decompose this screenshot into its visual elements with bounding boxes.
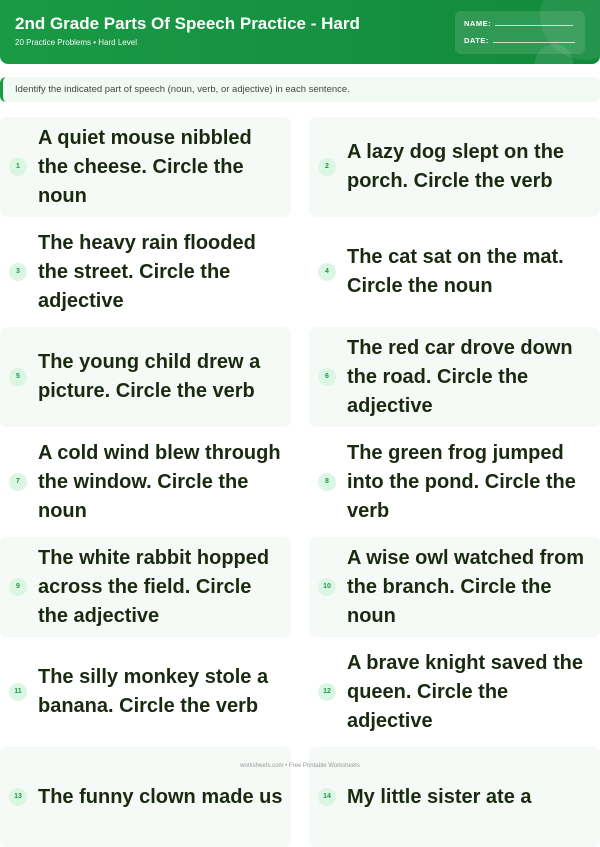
problem-sentence: The young child drew a picture. Circle the verb — [38, 351, 261, 402]
problem-number: 3 — [9, 263, 27, 281]
problem-sentence: A wise owl watched from the branch. Circle the noun — [347, 546, 585, 627]
problem-sentence: The heavy rain flooded the street. Circle the adjective — [38, 231, 256, 312]
problem-number: 5 — [9, 368, 27, 386]
page-subtitle: 20 Practice Problems • Hard Level — [15, 38, 137, 47]
problem-number: 2 — [318, 158, 336, 176]
problem-card — [0, 432, 291, 532]
problem-text — [347, 537, 592, 637]
problem-text — [347, 432, 592, 532]
problem-sentence: The white rabbit hopped across the field. Circle the adjective — [38, 546, 270, 627]
problem-text — [347, 642, 592, 742]
problem-number: 8 — [318, 473, 336, 491]
worksheet-header — [0, 0, 600, 64]
name-label: NAME: — [464, 19, 492, 28]
problem-number: 14 — [318, 788, 336, 806]
date-field[interactable] — [493, 42, 575, 43]
problem-card — [309, 432, 600, 532]
page-title: 2nd Grade Parts Of Speech Practice - Hard — [15, 14, 360, 33]
name-date-box — [455, 11, 585, 54]
problem-sentence: A cold wind blew through the window. Circle the noun — [38, 441, 281, 522]
problem-text — [38, 747, 283, 847]
footer: worksheets.com • Free Printable Worksheets — [240, 763, 360, 769]
problem-card — [0, 117, 291, 217]
problem-sentence: The silly monkey stole a banana. Circle the verb — [38, 666, 269, 717]
problem-text — [38, 222, 283, 322]
problem-number: 10 — [318, 578, 336, 596]
problem-card — [309, 117, 600, 217]
problem-text — [347, 222, 592, 322]
problem-number: 12 — [318, 683, 336, 701]
problem-card — [309, 747, 600, 847]
problem-card — [0, 642, 291, 742]
problem-card — [309, 537, 600, 637]
problem-sentence: The funny clown made us — [38, 785, 283, 808]
problem-sentence: The red car drove down the road. Circle the adjective — [347, 336, 573, 417]
problem-text — [38, 117, 283, 217]
problem-number: 13 — [9, 788, 27, 806]
instructions: Identify the indicated part of speech (noun, verb, or adjective) in each sentence. — [0, 77, 600, 102]
problem-text — [38, 327, 283, 427]
problem-sentence: A quiet mouse nibbled the cheese. Circle the noun — [38, 126, 252, 207]
problem-sentence: The cat sat on the mat. Circle the noun — [347, 246, 564, 297]
problem-card — [309, 327, 600, 427]
problem-card — [0, 537, 291, 637]
problem-text — [347, 327, 592, 427]
problem-number: 1 — [9, 158, 27, 176]
problem-number: 7 — [9, 473, 27, 491]
problem-number: 9 — [9, 578, 27, 596]
problem-text — [347, 747, 592, 847]
problem-text — [347, 117, 592, 217]
problem-sentence: The green frog jumped into the pond. Circle the verb — [347, 441, 576, 522]
problem-text — [38, 432, 283, 532]
problem-card — [309, 642, 600, 742]
problem-card — [0, 222, 291, 322]
problem-number: 11 — [9, 683, 27, 701]
name-field[interactable] — [495, 25, 573, 26]
date-label: DATE: — [464, 36, 489, 45]
problem-text — [38, 642, 283, 742]
problem-number: 6 — [318, 368, 336, 386]
problem-number: 4 — [318, 263, 336, 281]
problem-text — [38, 537, 283, 637]
problem-sentence: A lazy dog slept on the porch. Circle the verb — [347, 141, 565, 192]
problem-card — [0, 747, 291, 847]
problem-card — [0, 327, 291, 427]
problem-sentence: My little sister ate a — [347, 785, 532, 808]
problem-sentence: A brave knight saved the queen. Circle the adjective — [347, 651, 583, 732]
problem-card — [309, 222, 600, 322]
